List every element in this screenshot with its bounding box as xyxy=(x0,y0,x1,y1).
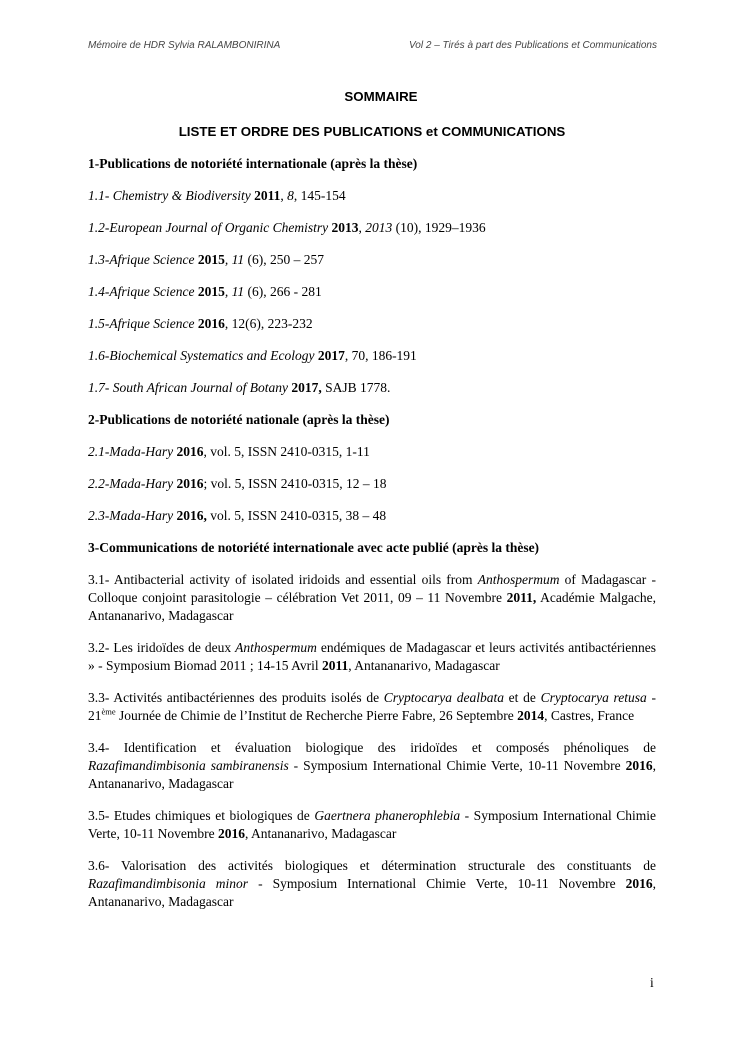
publication-entry: 1.5-Afrique Science 2016, 12(6), 223-232 xyxy=(88,316,313,331)
publication-entry: 1.4-Afrique Science 2015, 11 (6), 266 - 281 xyxy=(88,284,322,299)
publication-entry: 1.7- South African Journal of Botany 2017, SAJB 1778. xyxy=(88,380,391,395)
publication-entry: 2.1-Mada-Hary 2016, vol. 5, ISSN 2410-0315, 1-11 xyxy=(88,444,370,459)
header-right: Vol 2 – Tirés à part des Publications et Communications xyxy=(409,40,657,51)
communication-entry: 3.1- Antibacterial activity of isolated iridoids and essential oils from Anthospermum of Madagascar - Colloque conjoint parasitologie – célébration Vet 2011, 09 – 11 Novembre 2011, Académie Malgache, Antananarivo, Madagascar xyxy=(88,572,656,623)
communication-entry: 3.6- Valorisation des activités biologiques et détermination structurale des constituants de Razafimandimbisonia minor - Symposium International Chimie Verte, 10-11 Novembre 2016, Antananarivo, Madagascar xyxy=(88,858,656,909)
communication-entry: 3.3- Activités antibactériennes des produits isolés de Cryptocarya dealbata et de Cryptocarya retusa - 21ème Journée de Chimie de l’Institut de Recherche Pierre Fabre, 26 Septembre 2014, Castres, France xyxy=(88,690,656,723)
page-number: i xyxy=(650,975,654,990)
page-subtitle: LISTE ET ORDRE DES PUBLICATIONS et COMMUNICATIONS xyxy=(178,124,566,139)
section-heading-2: 2-Publications de notoriété nationale (après la thèse) xyxy=(88,412,390,427)
section-heading-1: 1-Publications de notoriété internationale (après la thèse) xyxy=(88,156,418,171)
page-content xyxy=(88,88,656,911)
publication-entry: 2.2-Mada-Hary 2016; vol. 5, ISSN 2410-0315, 12 – 18 xyxy=(88,476,387,491)
publication-entry: 1.6-Biochemical Systematics and Ecology 2017, 70, 186-191 xyxy=(88,348,417,363)
page-header xyxy=(88,40,657,56)
publication-entry: 1.1- Chemistry & Biodiversity 2011, 8, 145-154 xyxy=(88,188,346,203)
communication-entry: 3.4- Identification et évaluation biologique des iridoïdes et composés phénoliques de Razafimandimbisonia sambiranensis - Symposium International Chimie Verte, 10-11 Novembre 2016, Antananarivo, Madagascar xyxy=(88,740,656,791)
communication-entry: 3.5- Etudes chimiques et biologiques de Gaertnera phanerophlebia - Symposium International Chimie Verte, 10-11 Novembre 2016, Antananarivo, Madagascar xyxy=(88,808,656,841)
communication-entry: 3.2- Les iridoïdes de deux Anthospermum endémiques de Madagascar et leurs activités antibactériennes » - Symposium Biomad 2011 ; 14-15 Avril 2011, Antananarivo, Madagascar xyxy=(88,640,656,673)
publication-entry: 1.3-Afrique Science 2015, 11 (6), 250 – 257 xyxy=(88,252,324,267)
publication-entry: 1.2-European Journal of Organic Chemistry 2013, 2013 (10), 1929–1936 xyxy=(88,220,486,235)
publication-entry: 2.3-Mada-Hary 2016, vol. 5, ISSN 2410-0315, 38 – 48 xyxy=(88,508,387,523)
page-title: SOMMAIRE xyxy=(344,89,418,104)
header-left: Mémoire de HDR Sylvia RALAMBONIRINA xyxy=(88,40,281,51)
section-heading-3: 3-Communications de notoriété internationale avec acte publié (après la thèse) xyxy=(88,540,540,555)
